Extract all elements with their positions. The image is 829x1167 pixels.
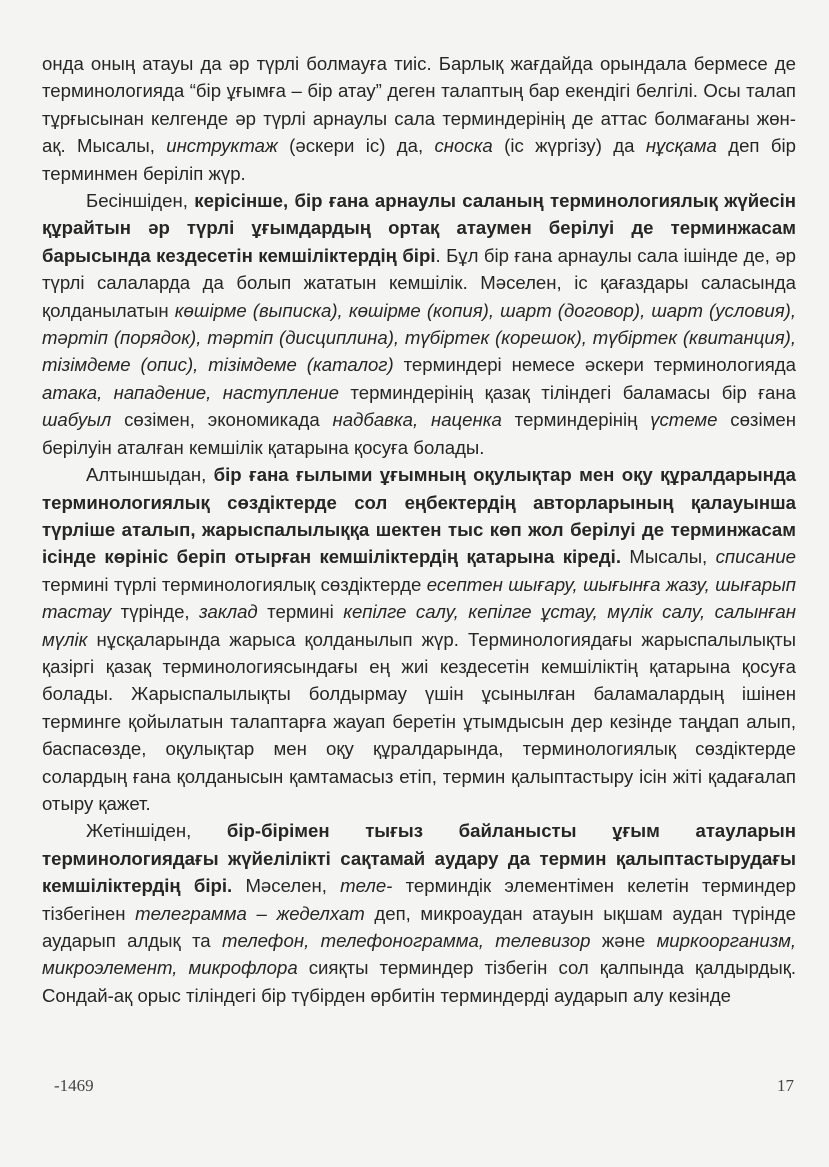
italic-term: телефон, телефонограмма, телевизор xyxy=(221,930,591,951)
text-run: терминдері немесе әскери терминологияда xyxy=(393,354,796,376)
text-run: . Бұл бір ғана арнаулы сала ішінде де, әр түрлі салаларда да болып жататын кемшілік. Мәселен, іс қағаздары саласында қолданылатын xyxy=(42,244,796,321)
text-run: (әскери іс) да, xyxy=(277,135,435,157)
italic-term: сноска xyxy=(434,135,493,157)
italic-term: миркоорганизм, микроэлемент, микрофлора xyxy=(42,930,797,979)
italic-term: үстеме xyxy=(650,409,718,431)
italic-term: телеграмма – жеделхат xyxy=(135,902,365,924)
text-run: деп, микроаудан атауын ықшам аудан түрінде аударып алдық та xyxy=(42,902,796,951)
text-run: терминдерінің xyxy=(501,409,651,431)
italic-term: есептен шығару, шығынға жазу, шығарып тастау xyxy=(42,573,796,623)
text-run: нұсқаларында жарыса қолданылып жүр. Терминологиядағы жарыспалылықты қазіргі қазақ терминологиясындағы ең жиі кездесетін кемшіліктің қатарына қосуға болады. Жарыспалылықты болдырмау үшін ұсынылған баламалардың ішінен терминге қойылатын талаптарға жауап беретін ұтымдысын дер кезінде таңдап алып, баспасөзде, оқулықтар мен оқу құралдарында, терминологиялық сөздіктерде солардың ғана қолданысын қамтамасыз етіп, термин қалыптастыру ісін жіті қадағалап отыру қажет. xyxy=(42,628,796,814)
bold-text: бір-бірімен тығыз байланысты ұғым атауларын терминологиядағы жүйелілікті сақтамай аудару да термин қалыптастырудағы кемшіліктердің бірі. xyxy=(42,820,796,897)
italic-term: заклад xyxy=(199,601,258,623)
text-run: Жетіншіден, xyxy=(86,820,227,842)
text-run: Бесіншіден, xyxy=(86,190,195,212)
paragraph xyxy=(42,461,796,817)
body-text xyxy=(42,50,796,1009)
bold-text: керісінше, бір ғана арнаулы саланың терминологиялық жүйесін құрайтын әр түрлі ұғымдардың ортақ атаумен берілуі де терминжасам барысында кездесетін кемшіліктердің бірі xyxy=(42,190,797,266)
text-run: Мәселен, xyxy=(232,875,341,897)
text-run: сияқты терминдер тізбегін сол қалпында қалдырдық. Сондай-ақ орыс тіліндегі бір түбірден өрбитін терминдерді аударып алу кезінде xyxy=(42,957,797,1006)
text-run: Мысалы, xyxy=(621,546,716,568)
italic-term: нұсқама xyxy=(645,135,717,157)
italic-term: кепілге салу, кепілге ұстау, мүлік салу, салынған мүлік xyxy=(42,601,796,650)
text-run: онда оның атауы да әр түрлі болмауға тиіс. Барлық жағдайда орындала бермесе де терминологияда “бір ұғымға – бір атау” деген талаптың бар екендігі белгілі. Осы талап тұрғысынан келгенде әр түрлі арнаулы сала терминдерінің де аттас болмағаны жөн-ақ. Мысалы, xyxy=(42,53,796,157)
paragraph xyxy=(42,817,796,1009)
text-run: терминдерінің қазақ тіліндегі баламасы бір ғана xyxy=(338,381,797,403)
italic-term: көшірме (выписка), көшірме (копия), шарт (договор), шарт (условия), тәртіп (порядок), тәртіп (дисциплина), түбіртек (корешок), түбіртек (квитанция), тізімдеме (опис), тізімдеме (каталог) xyxy=(42,299,796,376)
italic-term: теле- xyxy=(340,875,393,897)
bold-text: бір ғана ғылыми ұғымның оқулықтар мен оқу құралдарында терминологиялық сөздіктерде сол еңбектердің авторларының қалауынша түрліше аталып, жарыспалылыққа шектен тыс көп жол берілуі де терминжасам ісінде көрініс беріп отырған кемшіліктердің қатарына кіреді. xyxy=(42,464,796,568)
italic-term: списание xyxy=(715,546,796,568)
text-run: деп бір терминмен беріліп жүр. xyxy=(42,135,796,184)
text-run: сөзімен берілуін аталған кемшілік қатарына қосуға болады. xyxy=(42,409,796,458)
text-run: Алтыншыдан, xyxy=(86,464,214,486)
italic-term: атака, нападение, наступление xyxy=(42,381,339,403)
text-run: терминдік элементімен келетін терминдер тізбегінен xyxy=(42,875,797,924)
print-signature: -1469 xyxy=(54,1076,94,1095)
text-run: және xyxy=(590,930,657,951)
text-run: түрінде, xyxy=(111,601,200,623)
text-run: сөзімен, экономикада xyxy=(111,409,333,431)
text-run: (іс жүргізу) да xyxy=(492,135,646,157)
italic-term: шабуыл xyxy=(42,409,112,431)
text-run: термині xyxy=(257,601,344,623)
text-run: термині түрлі терминологиялық сөздіктерде xyxy=(42,573,427,595)
paragraph xyxy=(42,187,796,461)
paragraph xyxy=(42,50,796,187)
page-number: 17 xyxy=(777,1076,794,1095)
italic-term: надбавка, наценка xyxy=(332,409,502,431)
italic-term: инструктаж xyxy=(166,135,278,157)
